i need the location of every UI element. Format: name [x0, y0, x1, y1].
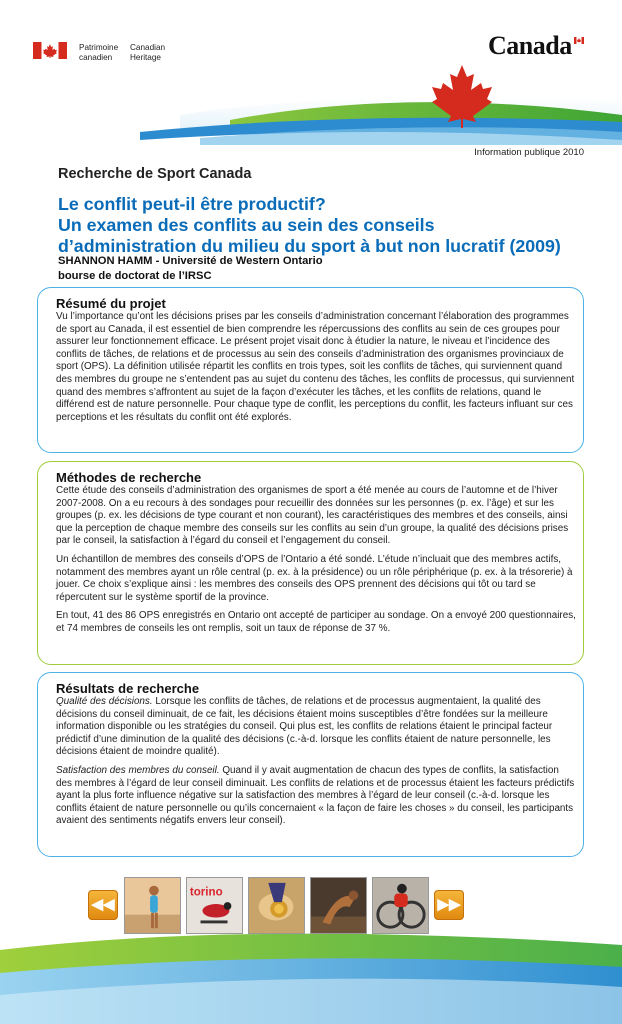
double-left-arrow-icon: ◀◀: [91, 896, 115, 913]
methodes-paragraph-1: Cette étude des conseils d’administration des organismes de sport a été menée au cours de l’automne et de l’hiver 2007-2008. On a eu recours à des sondages pour recueillir des données sur les personnes (p. ex. l’âge) et sur les groupes (p. ex. les décisions de type courant et non courant), les caractéristiques des membres et des conseils, ainsi que la perception de chaque membre des conseils sur les conflits au sein d’un groupe, la qualité des décisions prises par le conseil, la satisfaction à l’égard du conseil et l’engagement du conseil.: [56, 485, 569, 547]
resultats-paragraph-2: [56, 765, 576, 828]
author-block: [58, 254, 558, 284]
gallery-thumbnail-1[interactable]: [124, 877, 181, 934]
section-resume: [37, 287, 584, 453]
canada-flag-icon: [33, 42, 67, 59]
gallery-thumbnail-2[interactable]: [186, 877, 243, 934]
resultats-paragraph-1: [56, 696, 576, 759]
canada-wordmark: Canada: [488, 31, 572, 60]
title-line-3: d’administration du milieu du sport à but non lucratif (2009): [58, 236, 561, 256]
resultats-p1-lead: Qualité des décisions.: [56, 696, 153, 707]
resultats-p1-body: Lorsque les conflits de tâches, de relations et de processus augmentaient, la qualité des décisions du conseil diminuait, de ce fait, les décisions étaient moins susceptibles d’être fondées sur la meilleure information disponible ou les stratégies du conseil. Qui plus est, les conflits de relations étaient le principal facteur prédictif d’une diminution de la qualité des décisions (c.-à-d. lorsque les conflits étaient de nature personnelle, les décisions étaient de moindre qualité).: [56, 696, 553, 758]
section-heading-resume: Résumé du projet: [56, 296, 166, 311]
title-line-1: Le conflit peut-il être productif?: [58, 194, 326, 214]
dept-en-line2: Heritage: [130, 53, 161, 62]
title-line-2: Un examen des conflits au sein des conseils: [58, 215, 435, 235]
gallery-thumbnail-5[interactable]: [372, 877, 429, 934]
section-methodes: [37, 461, 584, 665]
next-button[interactable]: [434, 890, 464, 920]
double-right-arrow-icon: ▶▶: [437, 896, 461, 913]
methodes-paragraph-2: Un échantillon de membres des conseils d’OPS de l’Ontario a été sondé. L’étude n’incluait que des membres actifs, notamment des membres ayant un rôle central (p. ex. à la présidence) ou un rôle périphérique (p. ex. à la trésorerie) à jouer. Ce choix s’explique ainsi : les membres des conseils des OPS prennent des décisions qui tôt ou tard se répercutent sur le système sportif de la province.: [56, 553, 573, 603]
resume-paragraph: Vu l’importance qu’ont les décisions prises par les conseils d’administration concernant l’élaboration des programmes de sport au Canada, il est essentiel de bien comprendre les répercussions des conflits au sein de ces groupes pour assurer leur fonctionnement efficace. Le présent projet visait donc à étudier la nature, le niveau et l’incidence des conflits de tâches, de relations et de processus au sein des conseils d’administration des organismes provinciaux de sport (OPS). La définition utilisée répartit les conflits en trois types, soit les conflits de tâches, qui surviennent quand des membres du groupe ne s’entendent pas au sujet du contenu des tâches, les conflits de processus, qui surviennent quand des membres s’affrontent au sujet de la façon d’exécuter les tâches, et les conflits de relations, quand le différend est de nature personnelle. Pour chaque type de conflit, les perceptions du conflit, les facteurs influant sur ces perceptions et les résultats du conflit ont été explorés.: [56, 311, 575, 423]
previous-button[interactable]: [88, 890, 118, 920]
author-line-2: bourse de doctorat de l’IRSC: [58, 270, 212, 282]
section-resultats: [37, 672, 584, 857]
section-heading-resultats: Résultats de recherche: [56, 681, 200, 696]
speed-skater-photo: [187, 878, 242, 933]
resultats-p2-body: Quand il y avait augmentation de chacun des types de conflits, la satisfaction des membres à l’égard de leur conseil diminuait. Les conflits de relations et de processus étaient les facteurs prédictifs ayant la plus forte influence négative sur la satisfaction des membres à l’égard de leur conseil (c.-à-d. lorsque les conflits étaient de nature personnelle ou qu’ils concernaient « la façon de faire les choses » du conseil, les participants avaient des sentiments négatifs envers leur conseil).: [56, 764, 575, 827]
resultats-p2-lead: Satisfaction des membres du conseil.: [56, 764, 220, 776]
maple-leaf-landscape-banner: [0, 60, 622, 145]
athlete-action-photo: [311, 878, 366, 933]
medal-photo: [249, 878, 304, 933]
dept-en-line1: Canadian: [130, 43, 166, 52]
methodes-paragraph-3: En tout, 41 des 86 OPS enregistrés en Ontario ont accepté de participer au sondage. On a envoyé 200 questionnaires, et 74 membres de conseils les ont remplis, soit un taux de réponse de 37 %.: [56, 610, 576, 634]
gallery-thumbnail-3[interactable]: [248, 877, 305, 934]
info-label: Information publique 2010: [474, 147, 584, 158]
author-line-1: SHANNON HAMM - Université de Western Ontario: [58, 255, 323, 267]
section-heading-methodes: Méthodes de recherche: [56, 470, 202, 485]
gymnast-photo: [125, 878, 180, 933]
wheelchair-racer-photo: [373, 878, 428, 933]
gallery-thumbnail-4[interactable]: [310, 877, 367, 934]
series-title: Recherche de Sport Canada: [58, 166, 252, 182]
dept-fr-line1: Patrimoine: [79, 43, 119, 52]
dept-fr-line2: canadien: [79, 53, 113, 62]
wordmark-flag-icon: [574, 37, 584, 44]
page-title: [58, 194, 598, 257]
thumb-banner-text: torino: [189, 886, 223, 899]
